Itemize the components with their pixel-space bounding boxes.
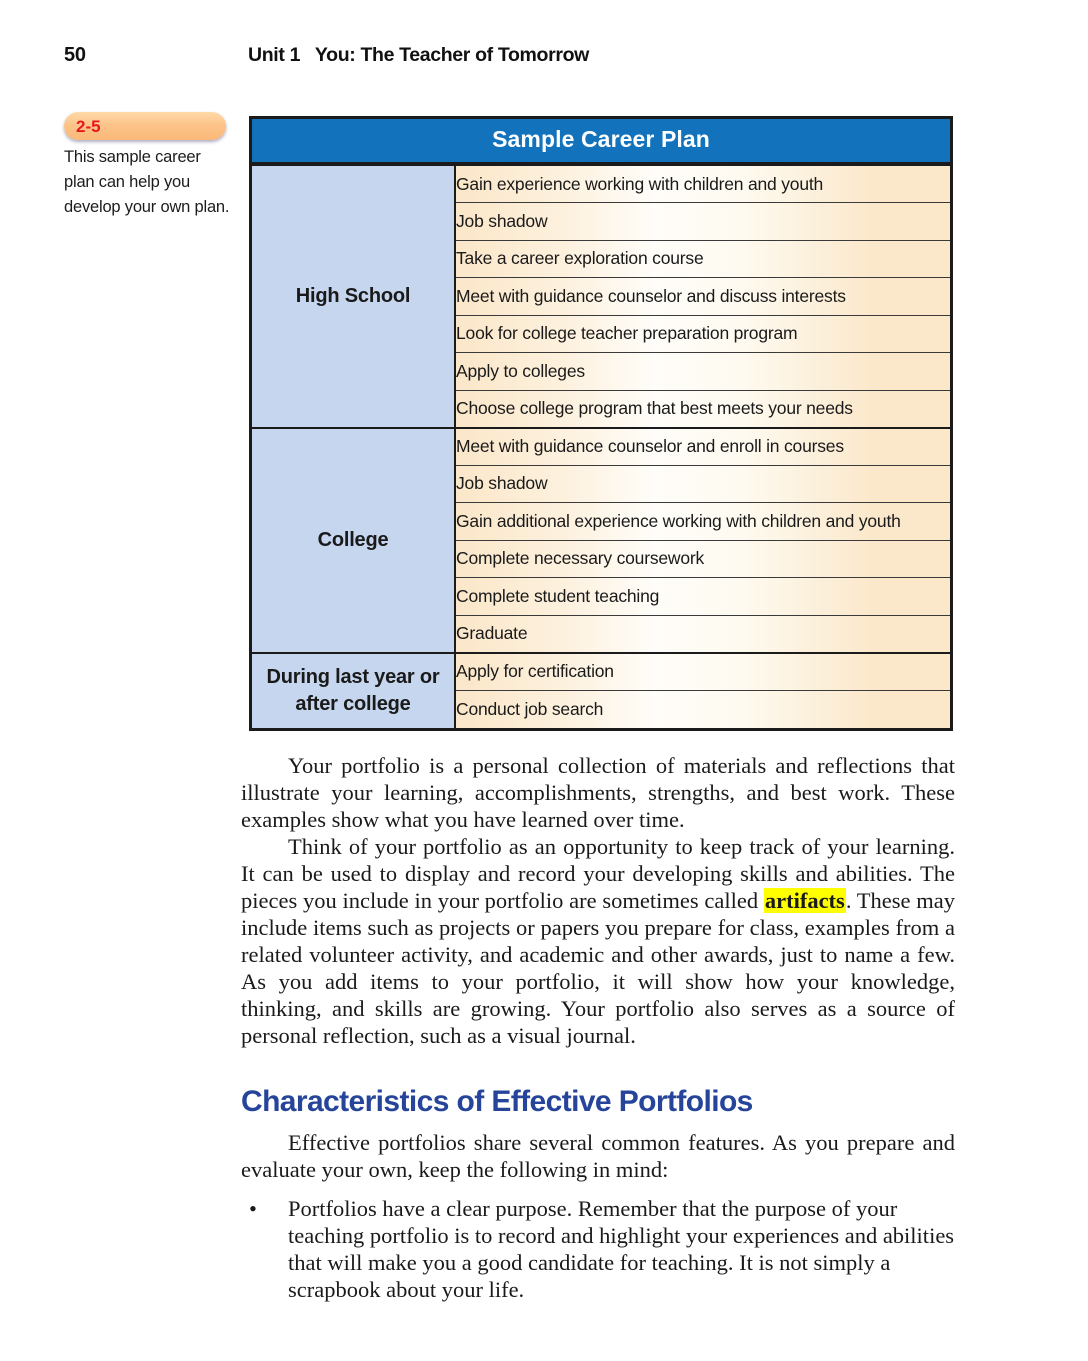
stage-label-after-college: During last year or after college (252, 653, 455, 728)
table-title: Sample Career Plan (252, 119, 950, 164)
step-cell: Gain additional experience working with children and youth (455, 503, 950, 541)
step-cell: Graduate (455, 615, 950, 653)
keyword-artifacts: artifacts (764, 888, 845, 913)
bullet-dot-icon: • (249, 1196, 257, 1221)
sample-career-plan-table (249, 116, 953, 731)
table-row (252, 165, 950, 203)
figure-number: 2-5 (76, 116, 101, 136)
table-row (252, 428, 950, 466)
step-cell: Look for college teacher preparation program (455, 315, 950, 353)
list-item (241, 1195, 955, 1303)
step-cell: Complete necessary coursework (455, 540, 950, 578)
section-heading: Characteristics of Effective Portfolios (241, 1085, 753, 1118)
step-cell: Complete student teaching (455, 578, 950, 616)
paragraph-portfolio-definition: Your portfolio is a personal collection of materials and reflections that illustrate your learning, accomplishments, strengths, and best work. These examples show what you have learned over time. (241, 753, 955, 832)
unit-title: Unit 1 You: The Teacher of Tomorrow (248, 44, 589, 66)
body-column (241, 752, 955, 1303)
step-cell: Meet with guidance counselor and enroll in courses (455, 428, 950, 466)
step-cell: Job shadow (455, 465, 950, 503)
paragraph-artifacts (241, 833, 955, 1049)
step-cell: Apply to colleges (455, 353, 950, 391)
step-cell: Meet with guidance counselor and discuss interests (455, 278, 950, 316)
figure-caption-text: This sample career plan can help you develop your own plan. (64, 148, 230, 216)
figure-number-pill (64, 112, 226, 140)
bullet-list (241, 1195, 955, 1303)
paragraph-effective-portfolios: Effective portfolios share several common features. As you prepare and evaluate your own, keep the following in mind: (241, 1130, 955, 1182)
stage-label-college: College (252, 428, 455, 653)
step-cell: Choose college program that best meets your needs (455, 390, 950, 428)
list-item-text: Portfolios have a clear purpose. Remember that the purpose of your teaching portfolio is to record and highlight your experiences and abilities that will make you a good candidate for teaching. It is not simply a scrapbook about your life. (288, 1196, 955, 1302)
stage-label-high-school: High School (252, 165, 455, 428)
step-cell: Job shadow (455, 203, 950, 241)
step-cell: Take a career exploration course (455, 240, 950, 278)
career-plan-grid (252, 164, 950, 728)
table-row (252, 653, 950, 691)
page-number: 50 (64, 44, 86, 66)
paragraph-artifacts-tail: . These may include items such as projects or papers you prepare for class, examples from a related volunteer activity, and academic and other awards, just to name a few. As you add items to your portfolio, it will show how your knowledge, thinking, and skills are growing. Your portfolio also serves as a source of personal reflection, such as a visual journal. (241, 888, 955, 1048)
step-cell: Gain experience working with children and youth (455, 165, 950, 203)
step-cell: Apply for certification (455, 653, 950, 691)
paragraph-artifacts-lead: Think of your portfolio as an opportunity to keep track of your learning. It can be used to display and record your developing skills and abilities. The pieces you include in your portfolio are sometimes called (241, 834, 955, 913)
career-plan-body (252, 165, 950, 728)
figure-caption (64, 112, 232, 220)
running-head (0, 44, 1088, 78)
step-cell: Conduct job search (455, 690, 950, 728)
